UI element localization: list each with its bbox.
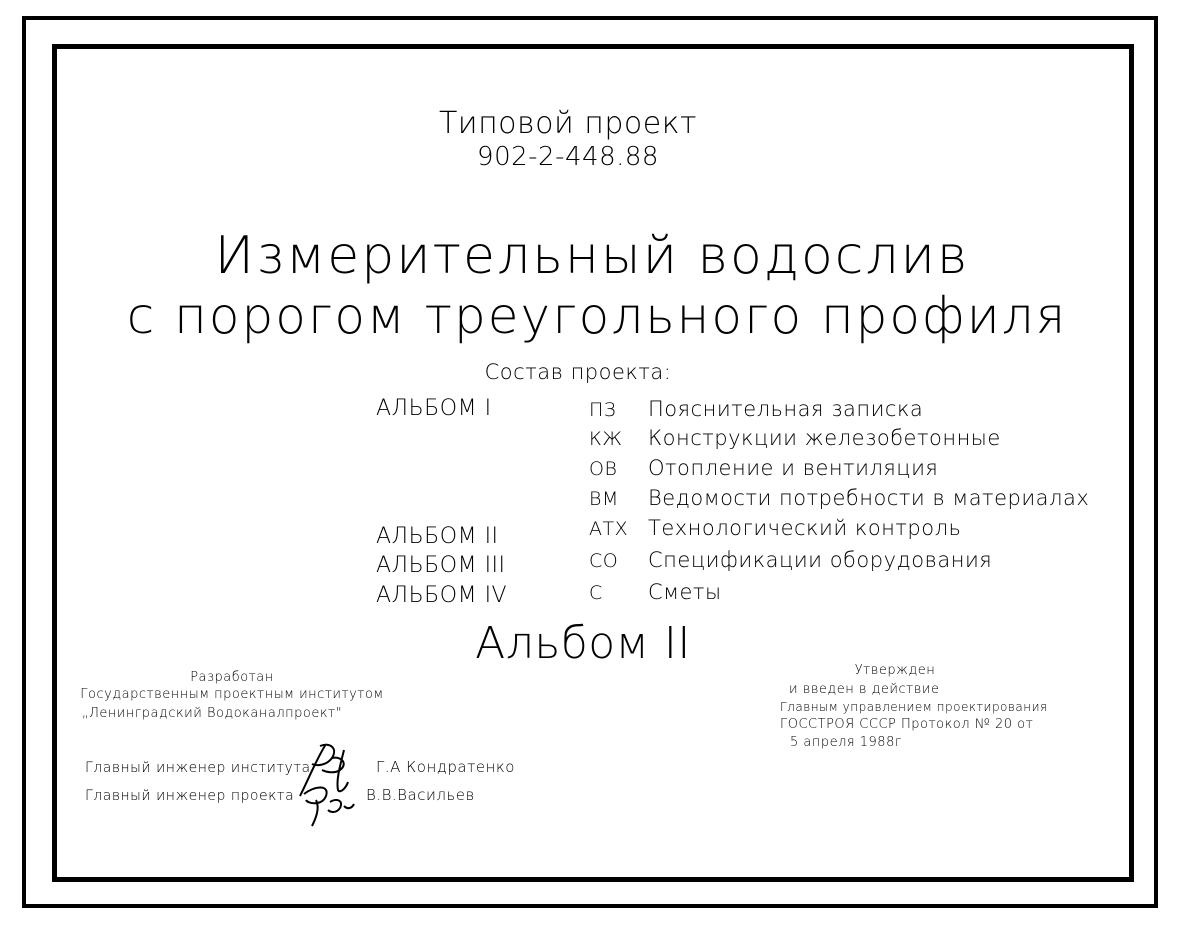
- album-name: АЛЬБОМ III: [376, 553, 506, 578]
- item-code: СО: [589, 550, 619, 572]
- album-name: АЛЬБОМ IV: [376, 583, 508, 608]
- type-project-number: 902-2-448.88: [477, 142, 659, 172]
- chief-engineer-project-role: Главный инженер проекта: [85, 788, 295, 804]
- album-name: АЛЬБОМ II: [376, 524, 499, 549]
- project-title-line2: с порогом треугольного профиля: [126, 287, 1068, 345]
- item-code: С: [589, 582, 603, 604]
- approval-line1: Утвержден: [854, 663, 936, 678]
- item-description: Технологический контроль: [648, 516, 962, 540]
- item-code: КЖ: [589, 428, 623, 450]
- developer-org-line1: Государственным проектным институтом: [80, 687, 384, 702]
- approval-line5: 5 апреля 1988г: [790, 735, 902, 750]
- approval-line4: ГОССТРОЯ СССР Протокол № 20 от: [780, 717, 1034, 732]
- item-code: АТХ: [589, 518, 629, 540]
- developer-label: Разработан: [190, 670, 274, 685]
- item-description: Сметы: [648, 580, 722, 604]
- item-description: Конструкции железобетонные: [648, 426, 1001, 450]
- composition-label: Состав проекта:: [484, 360, 672, 384]
- current-album-label: Альбом II: [475, 618, 691, 669]
- type-project-label: Типовой проект: [438, 106, 698, 141]
- item-description: Спецификации оборудования: [648, 548, 993, 572]
- approval-line3: Главным управлением проектирования: [780, 700, 1048, 714]
- handwritten-signature: [286, 736, 358, 832]
- item-description: Ведомости потребности в материалах: [648, 486, 1090, 510]
- chief-engineer-institute-role: Главный инженер института: [85, 760, 311, 776]
- item-description: Пояснительная записка: [648, 397, 924, 421]
- item-code: ОВ: [589, 458, 618, 480]
- item-description: Отопление и вентиляция: [648, 456, 939, 480]
- album-name: АЛЬБОМ I: [376, 396, 492, 421]
- developer-org-line2: „Ленинградский Водоканалпроект": [81, 706, 343, 721]
- item-code: ПЗ: [589, 399, 617, 421]
- project-title-line1: Измерительный водослив: [214, 226, 970, 286]
- chief-engineer-institute-name: Г.А Кондратенко: [376, 758, 515, 776]
- approval-line2: и введен в действие: [789, 682, 940, 697]
- item-code: ВМ: [589, 488, 619, 510]
- chief-engineer-project-name: В.В.Васильев: [366, 786, 475, 804]
